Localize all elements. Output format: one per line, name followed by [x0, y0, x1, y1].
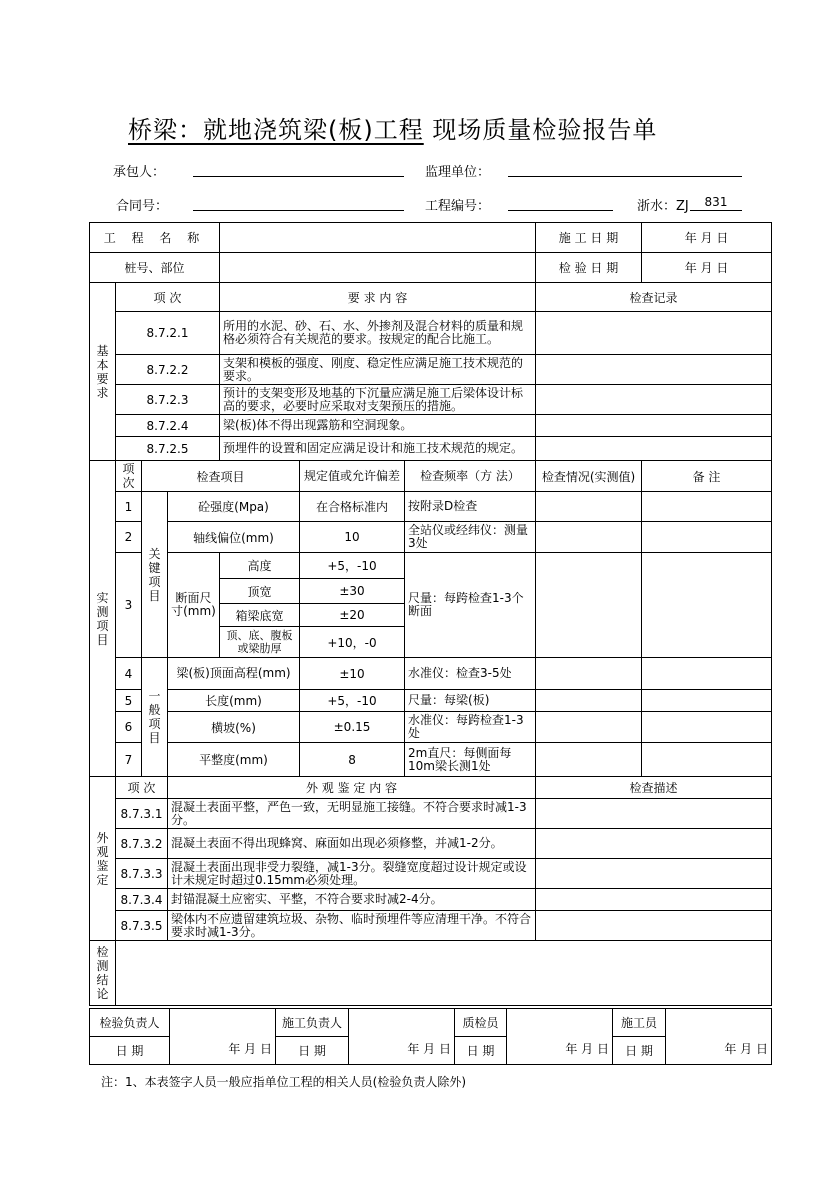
appearance-col-item: 项 次	[116, 777, 168, 799]
measured-spec: ±0.15	[300, 712, 405, 743]
measured-sub-item: 顶宽	[220, 579, 300, 604]
measured-spec: +5，-10	[300, 553, 405, 579]
measured-note[interactable]	[642, 712, 772, 743]
basic-col-record: 检查记录	[536, 283, 772, 312]
qc-date-label: 日 期	[455, 1037, 507, 1065]
basic-code: 8.7.2.3	[116, 385, 220, 415]
basic-code: 8.7.2.4	[116, 415, 220, 437]
measured-result[interactable]	[536, 712, 642, 743]
measured-no: 7	[116, 743, 142, 777]
measured-col-no: 项 次	[116, 461, 142, 492]
measured-col-note: 备 注	[642, 461, 772, 492]
basic-col-req: 要 求 内 容	[220, 283, 536, 312]
section-size-label: 断面尺寸(mm)	[168, 553, 220, 658]
contractor-label: 承包人：	[113, 165, 166, 180]
basic-text: 预计的支架变形及地基的下沉量应满足施工后梁体设计标高的要求，必要时应采取对支架预压的措施。	[220, 385, 536, 415]
zhejiang-label: 浙水：ZJ	[637, 199, 689, 214]
construction-date-label: 施 工 日 期	[536, 223, 642, 253]
measured-freq: 水准仪：检查3-5处	[405, 658, 536, 690]
basic-text: 支架和模板的强度、刚度、稳定性应满足施工技术规范的要求。	[220, 355, 536, 385]
measured-note[interactable]	[642, 658, 772, 690]
measured-sub-item: 箱梁底宽	[220, 604, 300, 627]
appearance-text: 混凝土表面出现非受力裂缝，减1-3分。裂缝宽度超过设计规定或设计未规定时超过0.15mm必须处理。	[168, 859, 536, 889]
worker-date-label: 日 期	[613, 1037, 666, 1065]
appearance-desc[interactable]	[536, 889, 772, 911]
appearance-desc[interactable]	[536, 829, 772, 859]
conclusion-value[interactable]	[116, 941, 772, 1006]
measured-spec: ±20	[300, 604, 405, 627]
qc-date[interactable]: 年 月 日	[507, 1009, 613, 1065]
conclusion-label: 检 测 结 论	[90, 941, 116, 1006]
measured-spec: +10，-0	[300, 627, 405, 658]
measured-item: 平整度(mm)	[168, 743, 300, 777]
measured-no: 5	[116, 690, 142, 712]
zhejiang-no: 831	[704, 195, 728, 209]
key-items-label: 关 键 项 目	[142, 492, 168, 658]
constructor-lead-date-label: 日 期	[276, 1037, 349, 1065]
appearance-desc[interactable]	[536, 911, 772, 941]
measured-no: 3	[116, 553, 142, 658]
appearance-code: 8.7.3.1	[116, 799, 168, 829]
appearance-text: 封锚混凝土应密实、平整，不符合要求时减2-4分。	[168, 889, 536, 911]
measured-col-freq: 检查频率（方 法）	[405, 461, 536, 492]
worker-label: 施工员	[613, 1009, 666, 1037]
basic-col-item: 项 次	[116, 283, 220, 312]
measured-freq: 2m直尺：每侧面每10m梁长测1处	[405, 743, 536, 777]
measured-freq: 水准仪：每跨检查1-3处	[405, 712, 536, 743]
inspection-table	[89, 222, 772, 1006]
measured-freq: 尺量：每跨检查1-3个断面	[405, 553, 536, 658]
appearance-text: 混凝土表面平整，严色一致，无明显施工接缝。不符合要求时减1-3分。	[168, 799, 536, 829]
general-items-label: 一 般 项 目	[142, 658, 168, 777]
basic-record[interactable]	[536, 312, 772, 355]
measured-freq: 按附录D检查	[405, 492, 536, 522]
measured-spec: 10	[300, 522, 405, 553]
measured-spec: ±10	[300, 658, 405, 690]
measured-item: 轴线偏位(mm)	[168, 522, 300, 553]
basic-code: 8.7.2.1	[116, 312, 220, 355]
basic-record[interactable]	[536, 355, 772, 385]
basic-record[interactable]	[536, 437, 772, 461]
appearance-col-desc: 检查描述	[536, 777, 772, 799]
measured-spec: 在合格标准内	[300, 492, 405, 522]
measured-note[interactable]	[642, 690, 772, 712]
measured-freq: 尺量：每梁(板)	[405, 690, 536, 712]
measured-result[interactable]	[536, 690, 642, 712]
appearance-code: 8.7.3.5	[116, 911, 168, 941]
appearance-desc[interactable]	[536, 799, 772, 829]
appearance-code: 8.7.3.2	[116, 829, 168, 859]
signature-table	[89, 1008, 772, 1065]
measured-col-spec: 规定值或允许偏差	[300, 461, 405, 492]
measured-no: 6	[116, 712, 142, 743]
worker-date[interactable]: 年 月 日	[666, 1009, 772, 1065]
appearance-section-label: 外 观 鉴 定	[90, 777, 116, 941]
measured-note[interactable]	[642, 553, 772, 658]
page-title: 桥梁：就地浇筑梁(板)工程 现场质量检验报告单	[128, 116, 658, 144]
inspection-date-label: 检 验 日 期	[536, 253, 642, 283]
measured-result[interactable]	[536, 492, 642, 522]
measured-section-label: 实 测 项 目	[90, 461, 116, 777]
station-value[interactable]	[220, 253, 536, 283]
measured-item: 梁(板)顶面高程(mm)	[168, 658, 300, 690]
measured-freq: 全站仪或经纬仪：测量3处	[405, 522, 536, 553]
appearance-code: 8.7.3.4	[116, 889, 168, 911]
measured-item: 横坡(%)	[168, 712, 300, 743]
measured-no: 2	[116, 522, 142, 553]
measured-sub-item: 顶、底、腹板或梁肋厚	[220, 627, 300, 658]
measured-sub-item: 高度	[220, 553, 300, 579]
measured-result[interactable]	[536, 522, 642, 553]
measured-note[interactable]	[642, 743, 772, 777]
appearance-text: 混凝土表面不得出现蜂窝、麻面如出现必须修整，并减1-2分。	[168, 829, 536, 859]
project-name-value[interactable]	[220, 223, 536, 253]
project-no-label: 工程编号：	[425, 199, 491, 214]
inspection-date-value[interactable]: 年 月 日	[642, 253, 772, 283]
appearance-col-content: 外 观 鉴 定 内 容	[168, 777, 536, 799]
zhejiang-line	[690, 210, 742, 211]
footnote: 注：1、本表签字人员一般应指单位工程的相关人员(检验负责人除外)	[101, 1075, 467, 1089]
basic-code: 8.7.2.2	[116, 355, 220, 385]
measured-col-result: 检查情况(实测值)	[536, 461, 642, 492]
measured-note[interactable]	[642, 492, 772, 522]
measured-result[interactable]	[536, 658, 642, 690]
basic-section-label: 基 本 要 求	[90, 283, 116, 461]
qc-label: 质检员	[455, 1009, 507, 1037]
construction-date-value[interactable]: 年 月 日	[642, 223, 772, 253]
basic-text: 所用的水泥、砂、石、水、外掺剂及混合材料的质量和规格必须符合有关规范的要求。按规定的配合比施工。	[220, 312, 536, 355]
measured-col-item: 检查项目	[142, 461, 300, 492]
measured-note[interactable]	[642, 522, 772, 553]
measured-no: 4	[116, 658, 142, 690]
inspector-date[interactable]: 年 月 日	[170, 1009, 276, 1065]
measured-item: 长度(mm)	[168, 690, 300, 712]
station-label: 桩号、部位	[90, 253, 220, 283]
constructor-lead-label: 施工负责人	[276, 1009, 349, 1037]
supervisor-label: 监理单位：	[425, 165, 491, 180]
inspector-label: 检验负责人	[90, 1009, 170, 1037]
basic-code: 8.7.2.5	[116, 437, 220, 461]
measured-spec: 8	[300, 743, 405, 777]
appearance-code: 8.7.3.3	[116, 859, 168, 889]
constructor-lead-date[interactable]: 年 月 日	[349, 1009, 455, 1065]
contract-no-label: 合同号：	[116, 199, 169, 214]
measured-item: 砼强度(Mpa)	[168, 492, 300, 522]
measured-spec: +5，-10	[300, 690, 405, 712]
measured-spec: ±30	[300, 579, 405, 604]
basic-record[interactable]	[536, 385, 772, 415]
measured-result[interactable]	[536, 743, 642, 777]
inspector-date-label: 日 期	[90, 1037, 170, 1065]
appearance-desc[interactable]	[536, 859, 772, 889]
supervisor-line	[508, 176, 742, 177]
basic-text: 预埋件的设置和固定应满足设计和施工技术规范的规定。	[220, 437, 536, 461]
measured-result[interactable]	[536, 553, 642, 658]
basic-text: 梁(板)体不得出现露筋和空洞现象。	[220, 415, 536, 437]
contract-no-line	[193, 210, 404, 211]
project-name-label: 工 程 名 称	[90, 223, 220, 253]
project-no-line	[508, 210, 613, 211]
appearance-text: 梁体内不应遗留建筑垃圾、杂物、临时预埋件等应清理干净。不符合要求时减1-3分。	[168, 911, 536, 941]
measured-no: 1	[116, 492, 142, 522]
contractor-line	[193, 176, 404, 177]
basic-record[interactable]	[536, 415, 772, 437]
